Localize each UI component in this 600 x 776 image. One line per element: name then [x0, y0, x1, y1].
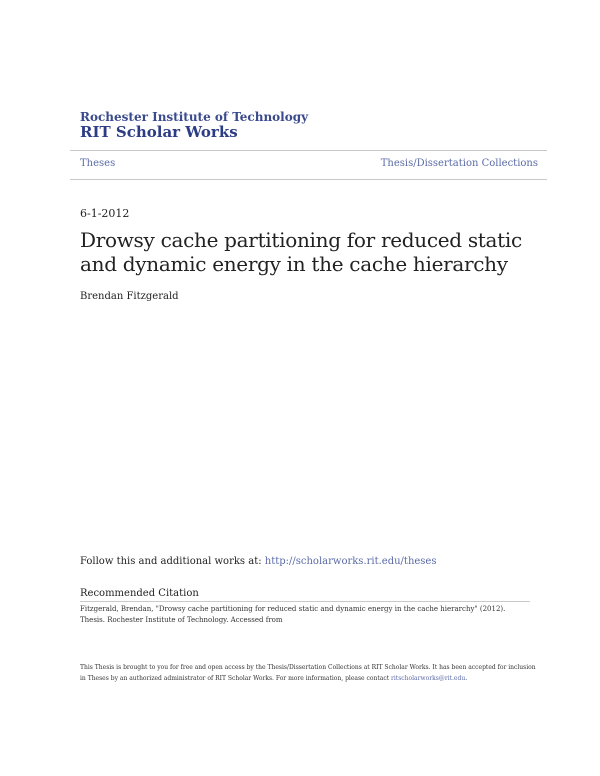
nav-divider [70, 179, 547, 180]
notice-end: . [465, 675, 468, 682]
notice-text: This Thesis is brought to you for free and open access by the Thesis/Dissertation Collections at RIT Scholar Works. It has been accepted for inclusion in Theses by an authorized administrator of RIT Scholar Works. For more information, please contact [80, 664, 536, 682]
theses-url-link[interactable]: http://scholarworks.rit.edu/theses [264, 556, 437, 567]
theses-link[interactable]: Theses [80, 158, 116, 169]
document-title: Drowsy cache partitioning for reduced static and dynamic energy in the cache hierarchy [80, 228, 522, 276]
citation-divider [80, 601, 530, 602]
citation-text: Fitzgerald, Brendan, "Drowsy cache partitioning for reduced static and dynamic energy in the cache hierarchy" (2012). Thesis. Rochester Institute of Technology. Accessed from [80, 605, 506, 624]
contact-email-link[interactable]: ritscholarworks@rit.edu [391, 675, 466, 682]
recommended-citation-heading: Recommended Citation [80, 588, 199, 599]
access-notice [80, 662, 540, 684]
follow-text: Follow this and additional works at: [80, 556, 265, 567]
author-name: Brendan Fitzgerald [80, 291, 179, 302]
publication-date: 6-1-2012 [80, 207, 130, 220]
header-divider [70, 150, 547, 151]
institution-name: Rochester Institute of Technology [80, 110, 309, 124]
collections-link[interactable]: Thesis/Dissertation Collections [380, 158, 538, 169]
repository-name[interactable]: RIT Scholar Works [80, 123, 238, 141]
follow-line [80, 556, 436, 567]
